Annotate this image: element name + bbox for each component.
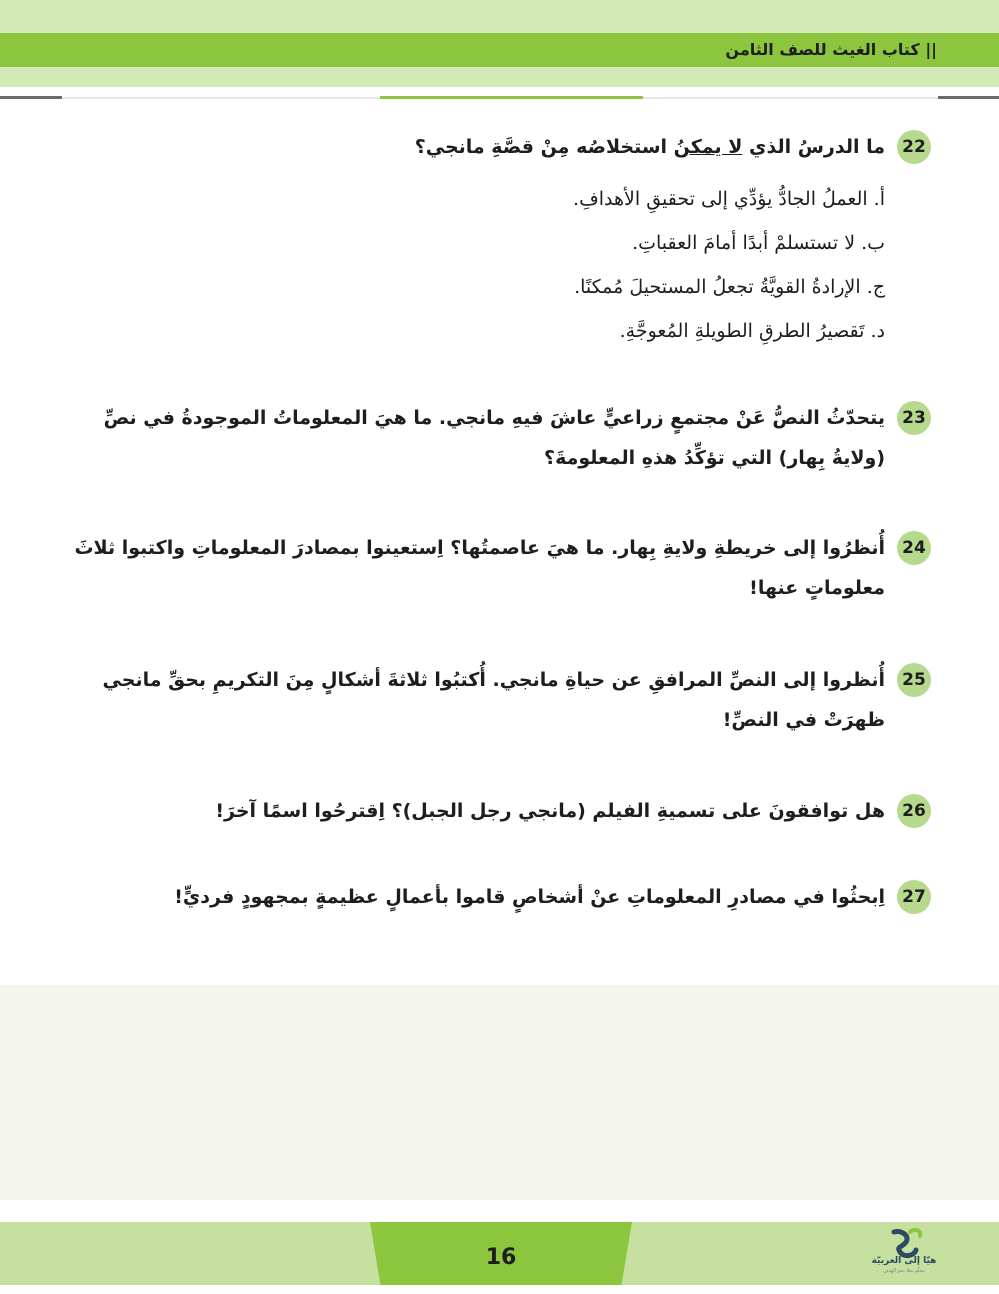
- question-number: 23: [897, 401, 931, 435]
- answer-option: أ. العملُ الجادُّ يؤدِّي إلى تحقيقِ الأهدافِ.: [573, 188, 885, 210]
- divider-left: [0, 96, 62, 99]
- question-text: يتحدّثُ النصُّ عَنْ مجتمعٍ زراعيٍّ عاشَ فيهِ مانجي. ما هيَ المعلوماتُ الموجودةُ في نصِّ (ولايةُ بِهار) التي تؤكِّدُ هذهِ المعلومةَ؟: [103, 407, 885, 469]
- page-number: 16: [485, 1245, 517, 1270]
- question-number: 24: [897, 531, 931, 565]
- divider-thin-left: [62, 97, 380, 99]
- top-band: [0, 0, 999, 33]
- question-text: أُنظرُوا إلى خريطةِ ولايةِ بِهار. ما هيَ عاصمتُها؟ اِستعينوا بمصادرَ المعلوماتِ واكتبوا ثلاثَ معلوماتٍ عنها!: [74, 537, 885, 599]
- header-sub-band: [0, 67, 999, 87]
- question-text-part: ما الدرسُ الذي: [742, 136, 885, 158]
- question-text: اِبحثُوا في مصادرِ المعلوماتِ عنْ أشخاصٍ قاموا بأعمالٍ عظيمةٍ بمجهودٍ فرديٍّ!: [174, 886, 885, 908]
- divider-right: [938, 96, 999, 99]
- question-text: هل توافقونَ على تسميةِ الفيلم (مانجي رجل الجبل)؟ اِقترحُوا اسمًا آخرَ!: [215, 800, 885, 822]
- question-text-underlined: لا يمكنُ: [673, 136, 743, 158]
- question-number: 26: [897, 794, 931, 828]
- book-title: || كتاب الغيث للصف الثامن: [725, 40, 937, 59]
- question-text-part: استخلاصُه مِنْ قصَّةِ مانجي؟: [414, 136, 674, 158]
- logo-subtext: نتعلّم معًا نحو الهدف: [883, 1268, 925, 1274]
- notes-area: [0, 985, 999, 1200]
- divider-center: [380, 96, 643, 99]
- answer-option: ج. الإرادةُ القويَّةُ تجعلُ المستحيلَ مُمكنًا.: [574, 276, 885, 298]
- question-number: 27: [897, 880, 931, 914]
- question-text: [50, 127, 885, 167]
- answer-option: ب. لا تستسلمْ أبدًا أمامَ العقباتِ.: [632, 232, 885, 254]
- question-number: 22: [897, 130, 931, 164]
- answer-option: د. تَقصيرُ الطرقِ الطويلةِ المُعوجَّةِ.: [619, 320, 885, 342]
- logo-text: هيّا إلى العربيّة: [871, 1256, 937, 1266]
- divider-thin-right: [643, 97, 938, 99]
- question-text: أُنظروا إلى النصِّ المرافقِ عن حياةِ مانجي. أُكتبُوا ثلاثةَ أشكالٍ مِنَ التكريمِ بحقِّ مانجي ظهرَتْ في النصِّ!: [102, 669, 885, 731]
- question-number: 25: [897, 663, 931, 697]
